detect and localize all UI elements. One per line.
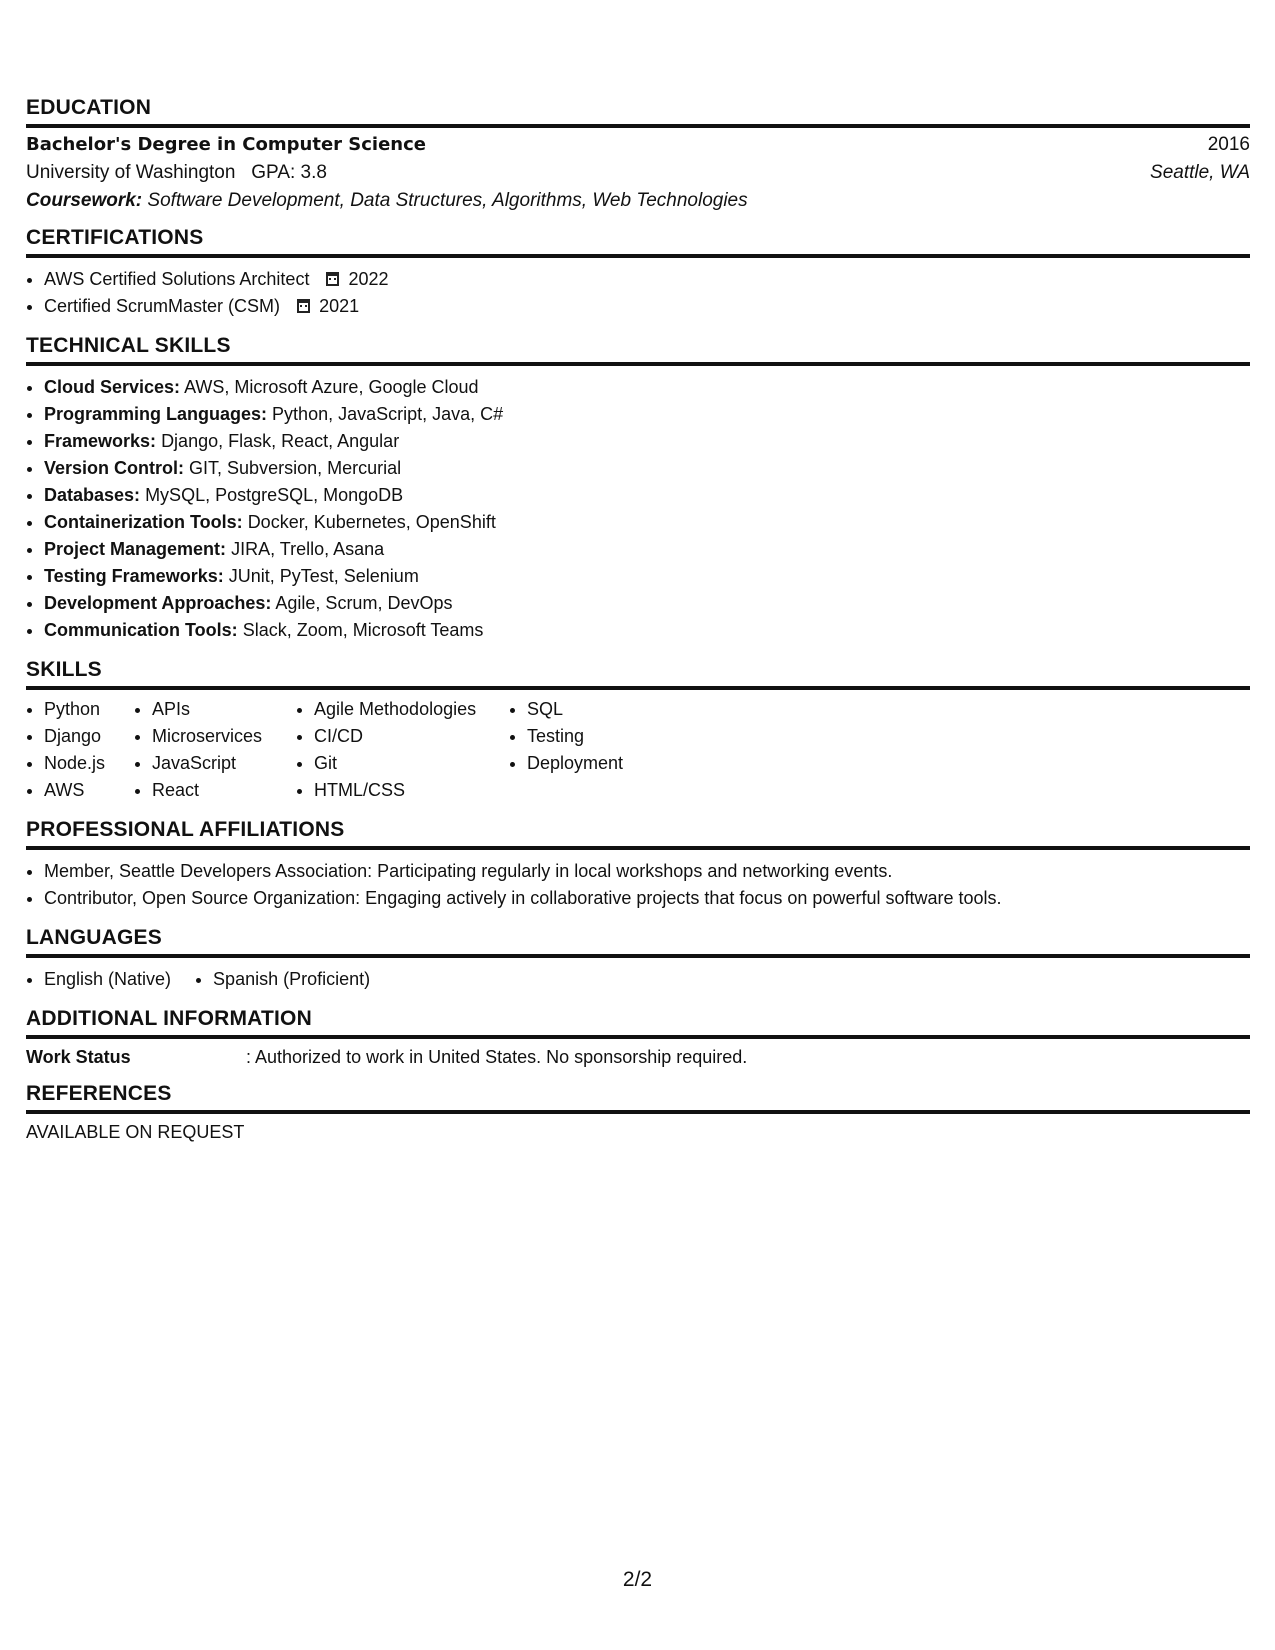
skill-values: JUnit, PyTest, Selenium [228, 566, 419, 586]
list-item: • CI/CD [314, 723, 509, 750]
skill-values: MySQL, PostgreSQL, MongoDB [145, 485, 404, 505]
coursework-list: Software Development, Data Structures, Algorithms, Web Technologies [147, 190, 748, 211]
skill-values: AWS, Microsoft Azure, Google Cloud [184, 377, 479, 397]
certifications-list [26, 266, 1250, 320]
skills-grid [26, 696, 1250, 804]
cert-name: AWS Certified Solutions Architect [44, 269, 310, 289]
skills-column [134, 696, 296, 804]
page-number: 2/2 [622, 1568, 653, 1591]
list-item: • Django [44, 723, 134, 750]
cert-name: Certified ScrumMaster (CSM) [44, 296, 281, 316]
skill-category: Cloud Services: [44, 377, 181, 397]
skills-column [296, 696, 509, 804]
list-item: • JavaScript [152, 750, 296, 777]
technical-skills-title: TECHNICAL SKILLS [26, 334, 1250, 366]
education-title: EDUCATION [26, 96, 1250, 128]
additional-info-title: ADDITIONAL INFORMATION [26, 1007, 1250, 1039]
list-item [44, 536, 1250, 563]
affiliations-list [26, 858, 1250, 912]
skill-category: Programming Languages: [44, 404, 268, 424]
skill-category: Containerization Tools: [44, 512, 243, 532]
list-item [44, 401, 1250, 428]
skill-category: Development Approaches: [44, 593, 272, 613]
coursework [26, 190, 1250, 212]
list-item: • APIs [152, 696, 296, 723]
skill-category: Testing Frameworks: [44, 566, 224, 586]
list-item [44, 590, 1250, 617]
school-name: University of Washington [26, 162, 236, 183]
list-item: • AWS [44, 777, 134, 804]
gpa: GPA: 3.8 [251, 162, 327, 183]
list-item [44, 293, 1250, 320]
references-title: REFERENCES [26, 1082, 1250, 1114]
education-section [26, 96, 1250, 212]
skill-values: Slack, Zoom, Microsoft Teams [242, 620, 484, 640]
list-item: • SQL [527, 696, 727, 723]
work-status-label: Work Status [26, 1047, 131, 1067]
list-item: • Python [44, 696, 134, 723]
skill-values: Docker, Kubernetes, OpenShift [247, 512, 496, 532]
cert-year: 2022 [348, 269, 389, 289]
technical-skills-list [26, 374, 1250, 644]
technical-skills-section [26, 334, 1250, 644]
skill-category: Version Control: [44, 458, 185, 478]
list-item: • English (Native) [44, 966, 171, 993]
certifications-section [26, 226, 1250, 320]
additional-info-section [26, 1007, 1250, 1068]
list-item: • Agile Methodologies [314, 696, 509, 723]
skills-section [26, 658, 1250, 804]
skills-column [509, 696, 727, 804]
calendar-icon [297, 299, 310, 313]
work-status-value: : Authorized to work in United States. No sponsorship required. [246, 1047, 748, 1067]
resume-page [26, 96, 1250, 1157]
list-item: • Deployment [527, 750, 727, 777]
languages-title: LANGUAGES [26, 926, 1250, 958]
languages-section [26, 926, 1250, 993]
graduation-year: 2016 [1207, 134, 1250, 155]
list-item: • Node.js [44, 750, 134, 777]
list-item: • React [152, 777, 296, 804]
list-item: • Member, Seattle Developers Association: Participating regularly in local workshops and networking events. [44, 858, 1250, 885]
degree-name: Bachelor's Degree in Computer Science [26, 134, 426, 155]
list-item [44, 266, 1250, 293]
coursework-label: Coursework: [26, 190, 143, 211]
skill-category: Communication Tools: [44, 620, 238, 640]
certifications-title: CERTIFICATIONS [26, 226, 1250, 258]
list-item [44, 428, 1250, 455]
list-item [44, 374, 1250, 401]
skill-values: Django, Flask, React, Angular [161, 431, 400, 451]
skill-values: Agile, Scrum, DevOps [275, 593, 453, 613]
skills-column [26, 696, 134, 804]
list-item: • Microservices [152, 723, 296, 750]
school-location: Seattle, WA [1150, 162, 1250, 183]
cert-year: 2021 [319, 296, 360, 316]
list-item [44, 509, 1250, 536]
work-status-row [26, 1047, 1250, 1068]
skills-title: SKILLS [26, 658, 1250, 690]
affiliations-section [26, 818, 1250, 912]
list-item: • Testing [527, 723, 727, 750]
languages-list [26, 966, 1250, 993]
list-item [44, 455, 1250, 482]
skill-category: Project Management: [44, 539, 227, 559]
list-item: • HTML/CSS [314, 777, 509, 804]
skill-category: Databases: [44, 485, 141, 505]
list-item: • Contributor, Open Source Organization: Engaging actively in collaborative projects that focus on powerful software tools. [44, 885, 1250, 912]
list-item [44, 563, 1250, 590]
list-item: • Spanish (Proficient) [213, 966, 370, 993]
skill-category: Frameworks: [44, 431, 157, 451]
list-item: • Git [314, 750, 509, 777]
list-item [44, 617, 1250, 644]
references-section [26, 1082, 1250, 1143]
skill-values: Python, JavaScript, Java, C# [272, 404, 504, 424]
affiliations-title: PROFESSIONAL AFFILIATIONS [26, 818, 1250, 850]
list-item [44, 482, 1250, 509]
calendar-icon [326, 272, 339, 286]
skill-values: JIRA, Trello, Asana [231, 539, 385, 559]
references-text: AVAILABLE ON REQUEST [26, 1122, 245, 1142]
skill-values: GIT, Subversion, Mercurial [189, 458, 402, 478]
